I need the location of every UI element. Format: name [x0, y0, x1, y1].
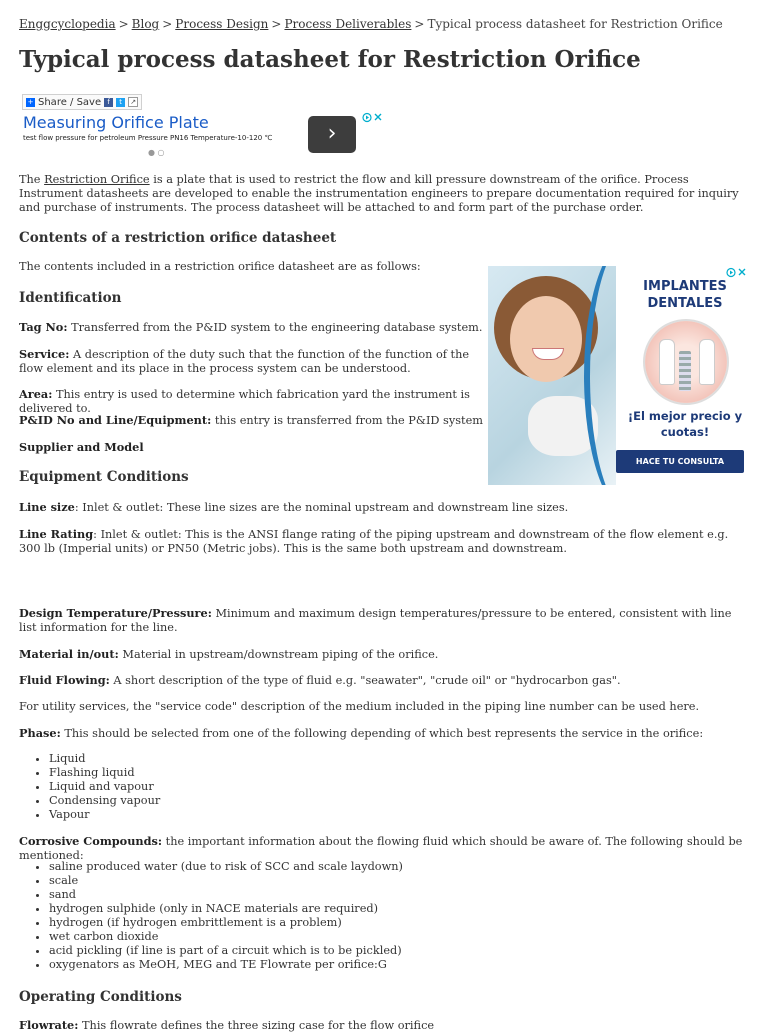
- fluid-label: Fluid Flowing:: [19, 673, 110, 687]
- flowrate-paragraph: [19, 1018, 751, 1033]
- breadcrumb-separator: >: [162, 17, 173, 31]
- pid-label: P&ID No and Line/Equipment:: [19, 413, 212, 427]
- pid-text: this entry is transferred from the P&ID system: [211, 414, 483, 427]
- ad-cta-button[interactable]: HACE TU CONSULTA: [616, 450, 744, 473]
- corrosive-label: Corrosive Compounds:: [19, 834, 163, 848]
- design-text: Minimum and maximum design temperatures/pressure to be entered, consistent with line list information for the line.: [19, 607, 732, 634]
- tooth-icon: [699, 339, 715, 385]
- adchoices-icon[interactable]: [362, 112, 384, 123]
- ad-next-button[interactable]: ›: [308, 116, 356, 153]
- breadcrumb-link-process-design[interactable]: Process Design: [175, 17, 269, 31]
- share-label: Share / Save: [38, 96, 102, 108]
- material-paragraph: [19, 647, 751, 662]
- contents-heading: Contents of a restriction orifice datasheet: [19, 230, 337, 246]
- operating-heading: Operating Conditions: [19, 989, 182, 1005]
- intro-text: is a plate that is used to restrict the flow and kill pressure downstream of the orifice. Process Instrument datasheets are developed to enable the instrumentation engineers to prepare documentation required for inquiry and purchase of instruments. The process datasheet will be attached to and form part of the purchase order.: [19, 173, 739, 214]
- phase-list: [19, 752, 160, 822]
- ad-carousel-dots[interactable]: ● ○: [148, 148, 165, 157]
- line-size-label: Line size: [19, 500, 75, 514]
- breadcrumb-link-home[interactable]: Enggcyclopedia: [19, 17, 116, 31]
- equipment-heading: Equipment Conditions: [19, 469, 189, 485]
- ad-headline-line: IMPLANTES: [643, 279, 727, 294]
- list-item: • hydrogen sulphide (only in NACE materials are required): [49, 902, 403, 916]
- phase-text: This should be selected from one of the following depending of which best represents the service in the orifice:: [60, 727, 704, 740]
- ad-price-line: cuotas!: [660, 425, 710, 439]
- service-text: A description of the duty such that the function of the function of the flow element and its place in the process system can be understood.: [19, 348, 470, 375]
- ad-price-line: ¡El mejor precio y: [627, 409, 743, 423]
- tag-no-label: Tag No:: [19, 320, 68, 334]
- breadcrumb: [19, 17, 723, 31]
- utility-paragraph: For utility services, the "service code" description of the medium included in the piping line number can be used here.: [19, 700, 700, 713]
- intro-text: The: [19, 173, 45, 186]
- list-item: • Condensing vapour: [49, 794, 160, 808]
- list-item: • sand: [49, 888, 403, 902]
- implant-illustration: [643, 319, 729, 405]
- phase-paragraph: [19, 726, 751, 741]
- intro-paragraph: [19, 173, 751, 215]
- design-label: Design Temperature/Pressure:: [19, 606, 212, 620]
- area-label: Area:: [19, 387, 53, 401]
- area-text: This entry is used to determine which fabrication yard the instrument is delivered to.: [19, 388, 470, 415]
- list-item: • oxygenators as MeOH, MEG and TE Flowrate per orifice:G: [49, 958, 403, 972]
- ad-title[interactable]: Measuring Orifice Plate: [23, 113, 209, 132]
- ad-banner-top[interactable]: [19, 112, 384, 158]
- implant-screw-icon: [679, 351, 691, 391]
- phase-label: Phase:: [19, 726, 61, 740]
- corrosive-paragraph: [19, 834, 751, 863]
- material-label: Material in/out:: [19, 647, 119, 661]
- list-item: • Flashing liquid: [49, 766, 160, 780]
- corrosive-list: [19, 860, 403, 972]
- supplier-label: Supplier and Model: [19, 440, 144, 454]
- ad-photo-face: [510, 296, 582, 382]
- fluid-paragraph: [19, 673, 751, 688]
- ad-headline: [622, 278, 748, 312]
- tag-no-text: Transferred from the P&ID system to the engineering database system.: [67, 321, 483, 334]
- pid-paragraph: [19, 413, 484, 428]
- corrosive-text: the important information about the flowing fluid which should be aware of. The following should be mentioned:: [19, 835, 743, 862]
- line-rating-paragraph: [19, 527, 751, 556]
- ad-price-text: [622, 408, 748, 440]
- material-text: Material in upstream/downstream piping of the orifice.: [118, 648, 439, 661]
- breadcrumb-separator: >: [118, 17, 129, 31]
- list-item: • scale: [49, 874, 403, 888]
- contents-text: The contents included in a restriction orifice datasheet are as follows:: [19, 260, 421, 273]
- list-item: • acid pickling (if line is part of a circuit which is to be pickled): [49, 944, 403, 958]
- flowrate-text: This flowrate defines the three sizing case for the flow orifice: [78, 1019, 435, 1032]
- line-rating-label: Line Rating: [19, 527, 94, 541]
- share-save-button[interactable]: [22, 94, 142, 110]
- line-size-paragraph: [19, 500, 751, 515]
- tag-no-paragraph: [19, 320, 484, 335]
- breadcrumb-link-blog[interactable]: Blog: [131, 17, 160, 31]
- design-paragraph: [19, 606, 751, 635]
- breadcrumb-separator: >: [414, 17, 425, 31]
- list-item: • Vapour: [49, 808, 160, 822]
- list-item: • wet carbon dioxide: [49, 930, 403, 944]
- restriction-orifice-link[interactable]: Restriction Orifice: [44, 173, 150, 186]
- tooth-icon: [659, 339, 675, 385]
- adchoices-icon[interactable]: [726, 267, 748, 278]
- line-size-text: : Inlet & outlet: These line sizes are the nominal upstream and downstream line sizes.: [74, 501, 569, 514]
- line-rating-text: : Inlet & outlet: This is the ANSI flange rating of the piping upstream and downstream of the flow element e.g. 300 lb (Imperial units) or PN50 (Metric jobs). This is the same both upstream and downstream.: [19, 528, 729, 555]
- breadcrumb-link-process-deliverables[interactable]: Process Deliverables: [284, 17, 412, 31]
- page-title: Typical process datasheet for Restriction Orifice: [19, 46, 641, 73]
- ad-headline-line: DENTALES: [647, 296, 723, 311]
- list-item: • saline produced water (due to risk of SCC and scale laydown): [49, 860, 403, 874]
- breadcrumb-current: Typical process datasheet for Restriction Orifice: [427, 17, 723, 31]
- service-label: Service:: [19, 347, 70, 361]
- ad-sidebar-dental[interactable]: [488, 266, 750, 485]
- flowrate-label: Flowrate:: [19, 1018, 79, 1032]
- share-arrow-icon[interactable]: ↗: [128, 97, 138, 107]
- breadcrumb-separator: >: [271, 17, 282, 31]
- ad-subtitle: test flow pressure for petroleum Pressure PN16 Temperature-10-120 ℃: [23, 134, 273, 142]
- list-item: • Liquid: [49, 752, 160, 766]
- service-paragraph: [19, 347, 484, 376]
- list-item: • hydrogen (if hydrogen embrittlement is a problem): [49, 916, 403, 930]
- area-paragraph: [19, 387, 484, 416]
- addtoany-icon: +: [27, 97, 34, 106]
- twitter-icon[interactable]: t: [116, 98, 125, 107]
- identification-heading: Identification: [19, 290, 122, 306]
- list-item: • Liquid and vapour: [49, 780, 160, 794]
- fluid-text: A short description of the type of fluid e.g. "seawater", "crude oil" or "hydrocarbon gas".: [109, 674, 621, 687]
- supplier-paragraph: [19, 440, 484, 455]
- facebook-icon[interactable]: f: [104, 98, 113, 107]
